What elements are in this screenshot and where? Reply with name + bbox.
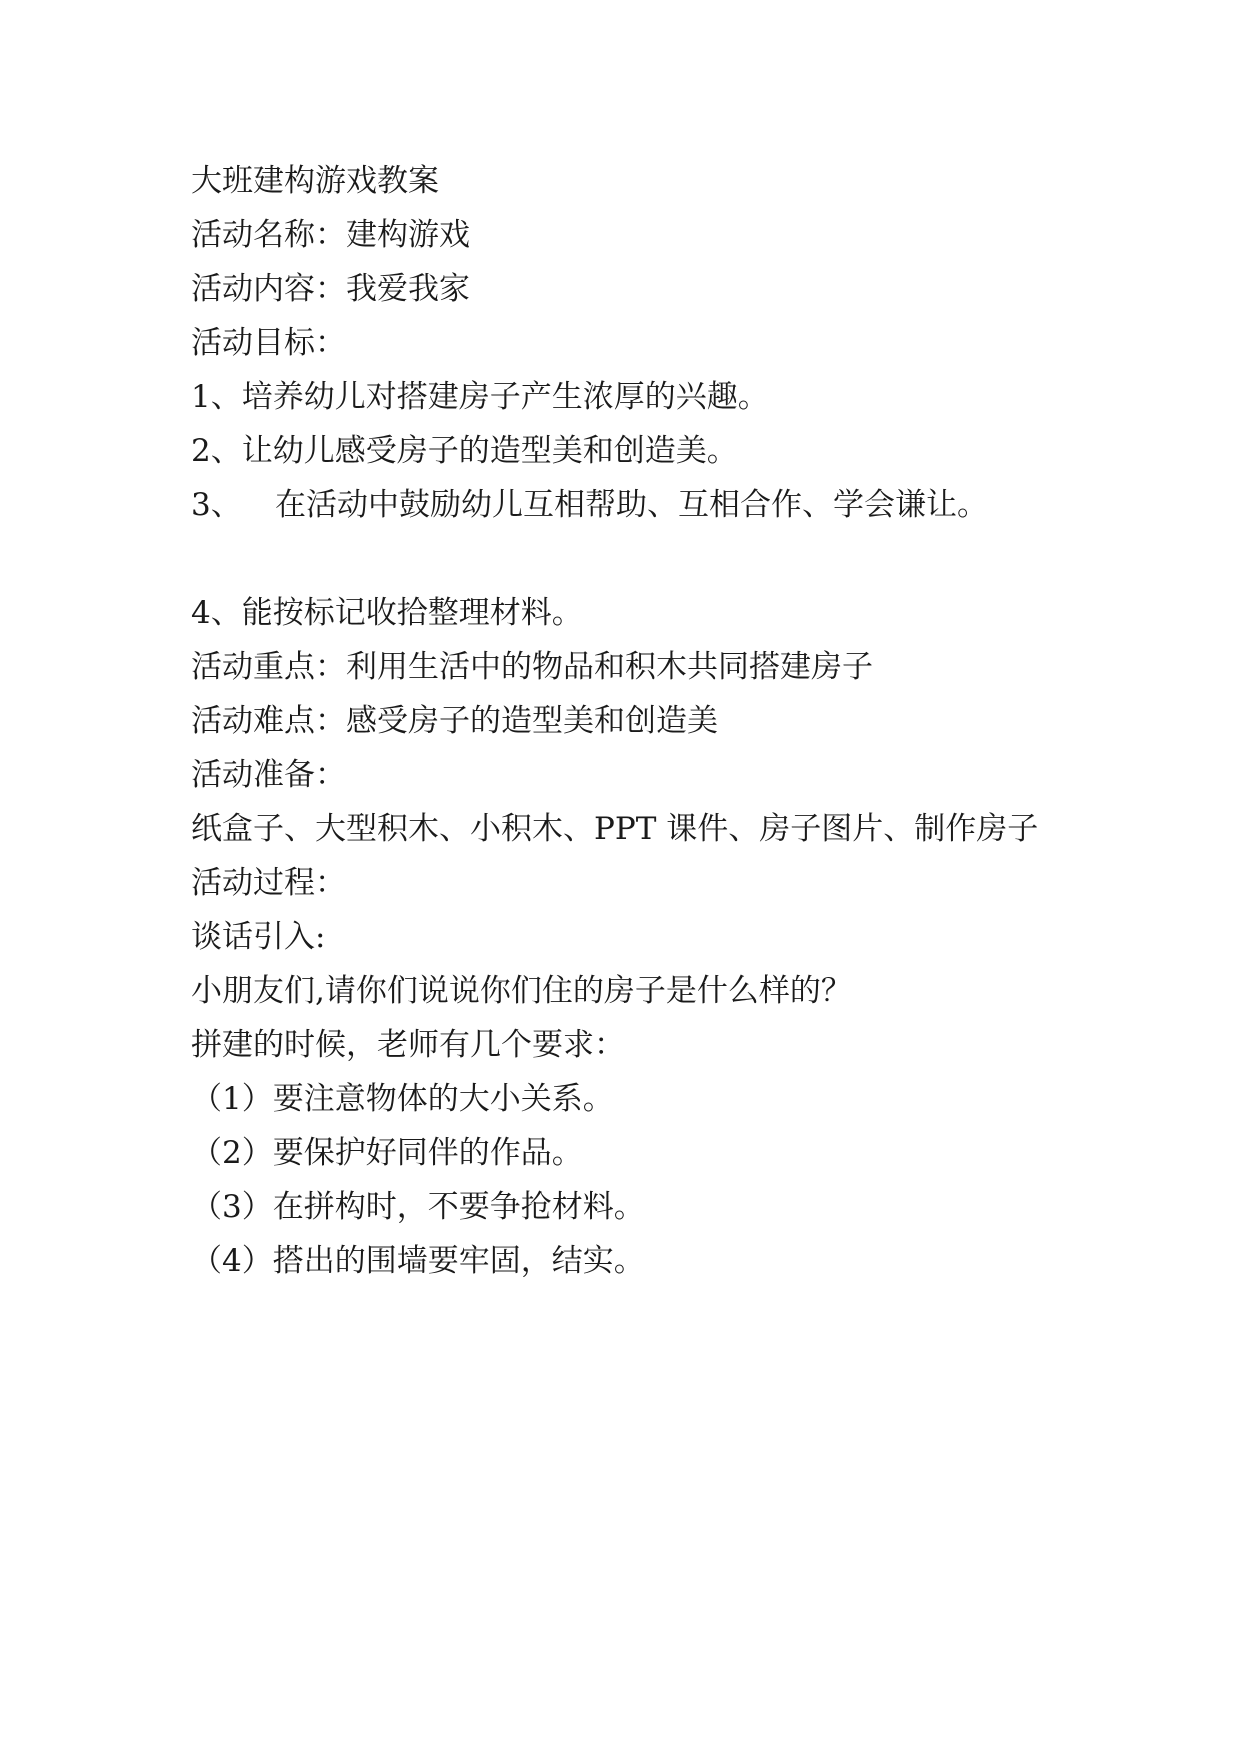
activity-content: 活动内容：我爱我家 bbox=[191, 271, 470, 307]
requirement-item: （4）搭出的围墙要牢固，结实。 bbox=[191, 1243, 645, 1279]
process-heading: 活动过程： bbox=[191, 865, 346, 901]
difficulty: 活动难点：感受房子的造型美和创造美 bbox=[191, 703, 718, 739]
objective-text: 培养幼儿对搭建房子产生浓厚的兴趣。 bbox=[241, 379, 769, 415]
objectives-heading: 活动目标： bbox=[191, 325, 346, 361]
preparation-heading: 活动准备： bbox=[191, 757, 346, 793]
objective-number: 2、 bbox=[191, 433, 242, 469]
objective-text: 在活动中鼓励幼儿互相帮助、互相合作、学会谦让。 bbox=[275, 487, 988, 523]
requirement-item: （2）要保护好同伴的作品。 bbox=[191, 1135, 583, 1171]
objective-number: 3、 bbox=[191, 487, 242, 523]
document-title: 大班建构游戏教案 bbox=[191, 163, 439, 199]
activity-name: 活动名称：建构游戏 bbox=[191, 217, 470, 253]
requirements-intro: 拼建的时候，老师有几个要求： bbox=[191, 1027, 625, 1063]
intro-heading: 谈话引入: bbox=[191, 919, 326, 955]
key-point: 活动重点：利用生活中的物品和积木共同搭建房子 bbox=[191, 649, 873, 685]
requirement-item: （3）在拼构时，不要争抢材料。 bbox=[191, 1189, 645, 1225]
requirement-item: （1）要注意物体的大小关系。 bbox=[191, 1081, 614, 1117]
objective-number: 1、 bbox=[191, 379, 242, 415]
objective-text: 让幼儿感受房子的造型美和创造美。 bbox=[241, 433, 738, 469]
objective-item bbox=[191, 424, 1071, 478]
objective-item bbox=[191, 370, 1071, 424]
objective-item bbox=[191, 478, 1071, 532]
objective-item bbox=[191, 586, 1071, 640]
preparation-text: 纸盒子、大型积木、小积木、PPT 课件、房子图片、制作房子 bbox=[191, 811, 1039, 847]
objective-text: 能按标记收拾整理材料。 bbox=[241, 595, 583, 631]
objective-number: 4、 bbox=[191, 595, 242, 631]
document-body bbox=[191, 154, 1071, 1288]
spacer bbox=[191, 532, 1071, 586]
question: 小朋友们,请你们说说你们住的房子是什么样的？ bbox=[191, 973, 852, 1009]
